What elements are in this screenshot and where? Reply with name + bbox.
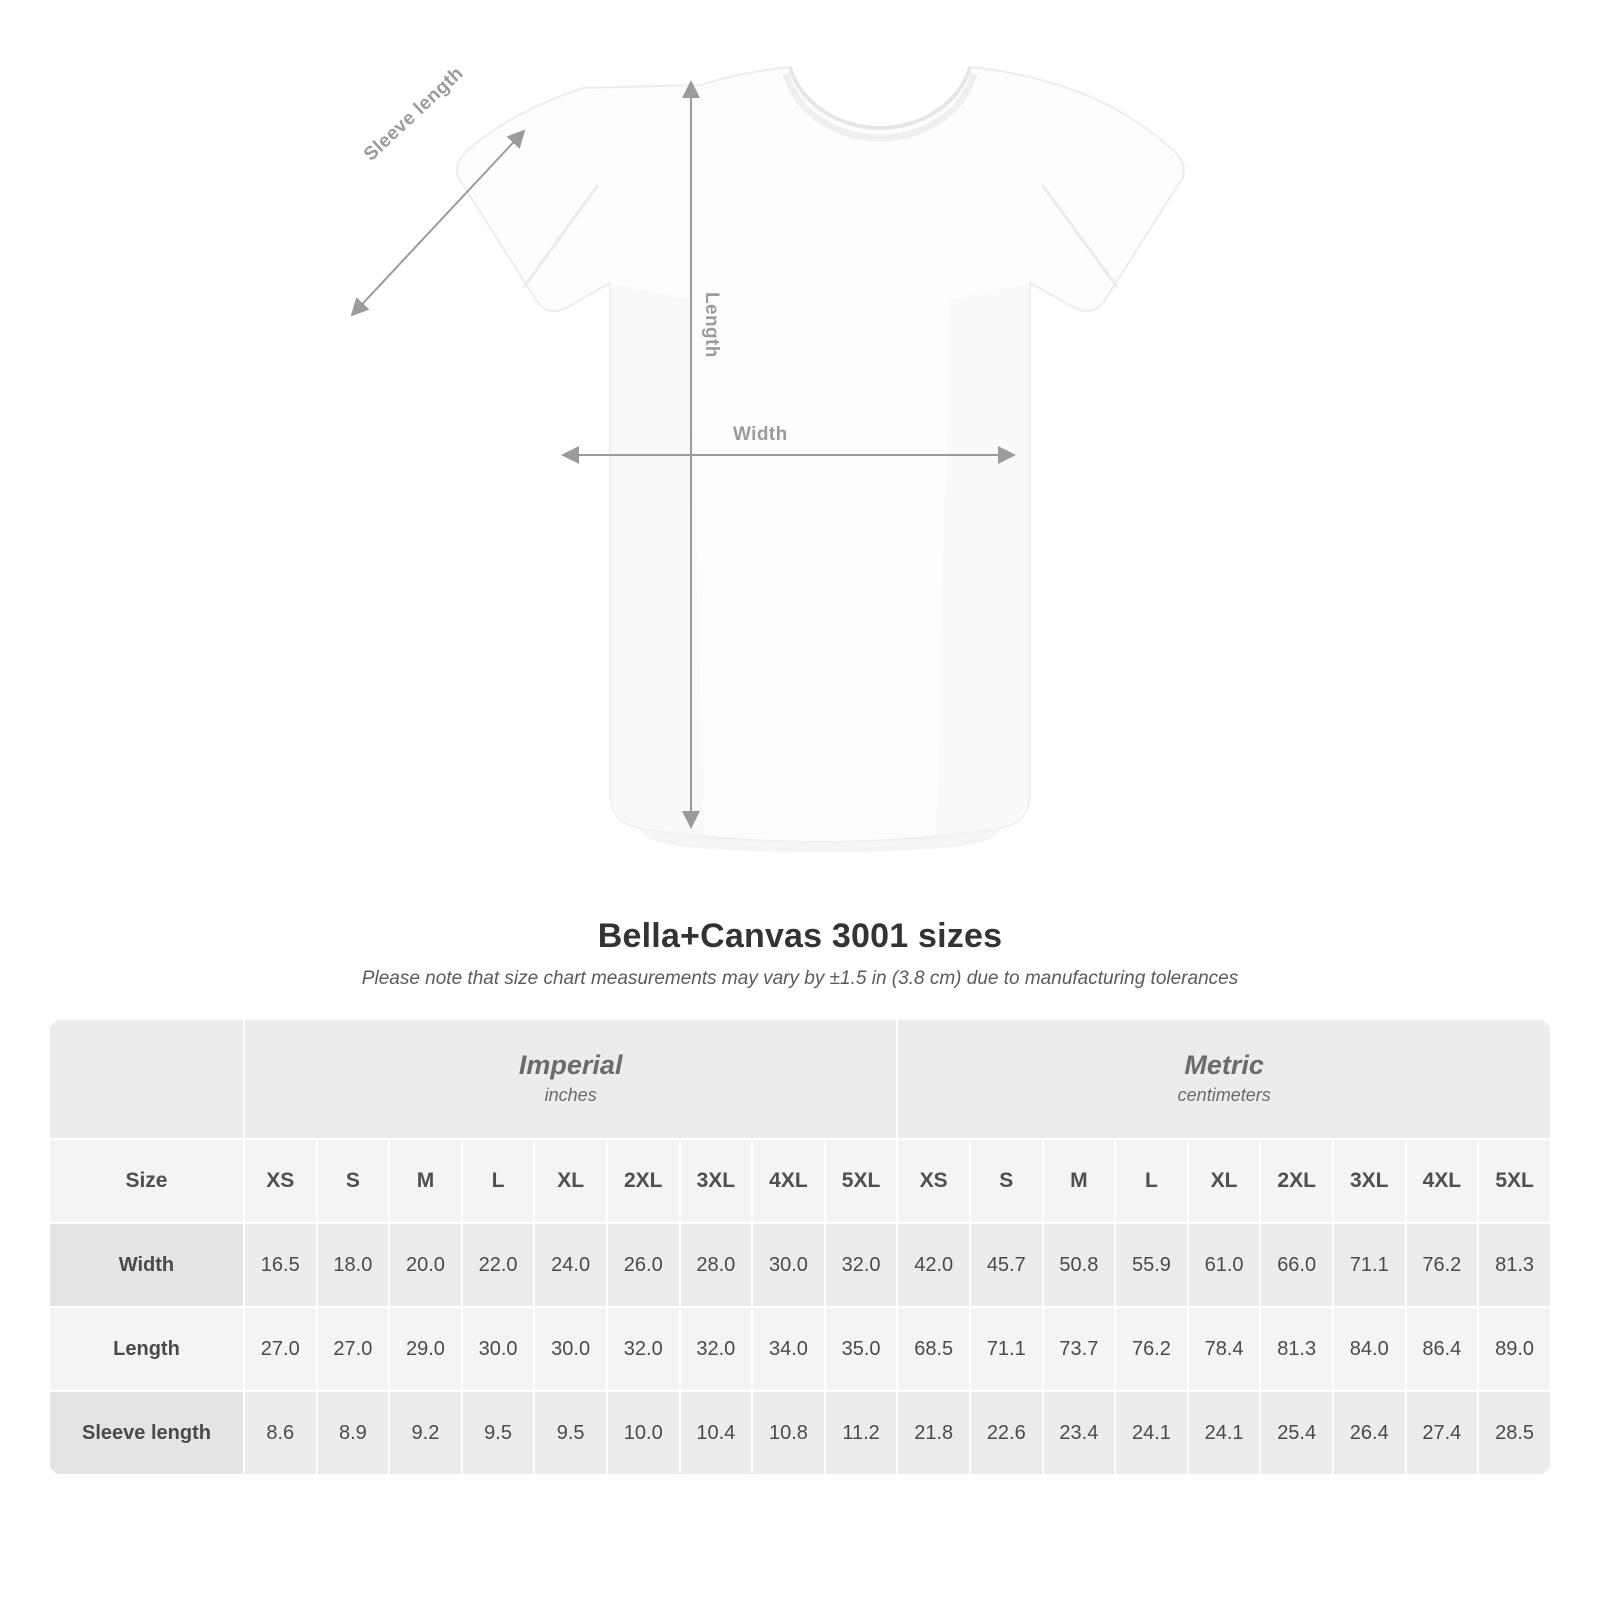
measure-cell: 9.5 [462,1391,535,1475]
size-column-header: 4XL [1406,1139,1479,1223]
size-column-header: L [462,1139,535,1223]
size-column-header: 2XL [1260,1139,1333,1223]
measure-cell: 10.4 [680,1391,753,1475]
size-column-header: XL [534,1139,607,1223]
measure-cell: 76.2 [1115,1307,1188,1391]
measure-cell: 50.8 [1043,1223,1116,1307]
size-table-wrapper [48,1018,1552,1476]
unit-header-metric [897,1019,1551,1139]
size-column-header: 3XL [680,1139,753,1223]
measure-cell: 9.5 [534,1391,607,1475]
measure-cell: 84.0 [1333,1307,1406,1391]
measure-cell: 9.2 [389,1391,462,1475]
tolerance-note: Please note that size chart measurements may vary by ±1.5 in (3.8 cm) due to manufacturing tolerances [361,968,1239,989]
measure-cell: 28.5 [1478,1391,1551,1475]
sleeve-length-label: Sleeve length [360,62,468,166]
page-title: Bella+Canvas 3001 sizes [597,917,1003,955]
measure-cell: 78.4 [1188,1307,1261,1391]
size-column-header: L [1115,1139,1188,1223]
measure-cell: 81.3 [1260,1307,1333,1391]
measure-cell: 76.2 [1406,1223,1479,1307]
measure-cell: 28.0 [680,1223,753,1307]
measure-cell: 42.0 [897,1223,970,1307]
measure-cell: 30.0 [752,1223,825,1307]
measure-cell: 10.0 [607,1391,680,1475]
width-label: Width [733,424,788,445]
size-column-header: M [389,1139,462,1223]
title-block [0,917,1600,990]
measure-cell: 73.7 [1043,1307,1116,1391]
size-column-header: S [317,1139,390,1223]
measure-cell: 22.0 [462,1223,535,1307]
measure-cell: 66.0 [1260,1223,1333,1307]
measure-cell: 30.0 [462,1307,535,1391]
measure-cell: 8.9 [317,1391,390,1475]
size-column-header: 3XL [1333,1139,1406,1223]
measure-row-label: Length [49,1307,244,1391]
measure-cell: 30.0 [534,1307,607,1391]
measure-cell: 35.0 [825,1307,898,1391]
table-row [49,1391,1551,1475]
unit-header-imperial [244,1019,897,1139]
measure-cell: 24.1 [1115,1391,1188,1475]
measure-cell: 24.1 [1188,1391,1261,1475]
measure-cell: 55.9 [1115,1223,1188,1307]
measure-cell: 8.6 [244,1391,317,1475]
measure-cell: 34.0 [752,1307,825,1391]
measure-cell: 27.4 [1406,1391,1479,1475]
size-header-row [49,1139,1551,1223]
unit-subtitle: inches [544,1085,597,1106]
measure-cell: 10.8 [752,1391,825,1475]
size-column-header: 5XL [1478,1139,1551,1223]
measure-cell: 11.2 [825,1391,898,1475]
size-column-header: 2XL [607,1139,680,1223]
unit-name: Imperial [518,1049,623,1080]
length-label: Length [701,292,722,358]
size-column-header: XL [1188,1139,1261,1223]
measure-cell: 32.0 [825,1223,898,1307]
size-column-header: M [1043,1139,1116,1223]
measure-cell: 71.1 [1333,1223,1406,1307]
measure-cell: 32.0 [680,1307,753,1391]
size-column-header: XS [244,1139,317,1223]
measure-row-label: Sleeve length [49,1391,244,1475]
measure-cell: 21.8 [897,1391,970,1475]
measure-cell: 81.3 [1478,1223,1551,1307]
measure-cell: 45.7 [970,1223,1043,1307]
measure-cell: 24.0 [534,1223,607,1307]
measure-cell: 22.6 [970,1391,1043,1475]
size-row-header: Size [49,1139,244,1223]
unit-header-row [49,1019,1551,1139]
measure-cell: 32.0 [607,1307,680,1391]
measure-cell: 20.0 [389,1223,462,1307]
measure-cell: 18.0 [317,1223,390,1307]
measure-cell: 27.0 [244,1307,317,1391]
table-row [49,1307,1551,1391]
measure-cell: 71.1 [970,1307,1043,1391]
size-column-header: XS [897,1139,970,1223]
size-column-header: 4XL [752,1139,825,1223]
measure-cell: 27.0 [317,1307,390,1391]
measure-cell: 68.5 [897,1307,970,1391]
unit-name: Metric [1184,1049,1264,1080]
measure-cell: 26.0 [607,1223,680,1307]
table-row [49,1223,1551,1307]
measure-cell: 61.0 [1188,1223,1261,1307]
size-column-header: S [970,1139,1043,1223]
unit-subtitle: centimeters [1177,1085,1271,1106]
measure-cell: 25.4 [1260,1391,1333,1475]
measure-cell: 89.0 [1478,1307,1551,1391]
measure-cell: 26.4 [1333,1391,1406,1475]
measure-cell: 16.5 [244,1223,317,1307]
measure-cell: 86.4 [1406,1307,1479,1391]
measure-cell: 29.0 [389,1307,462,1391]
unit-row-corner [49,1019,244,1139]
measure-row-label: Width [49,1223,244,1307]
size-column-header: 5XL [825,1139,898,1223]
size-table [48,1018,1552,1476]
measure-cell: 23.4 [1043,1391,1116,1475]
